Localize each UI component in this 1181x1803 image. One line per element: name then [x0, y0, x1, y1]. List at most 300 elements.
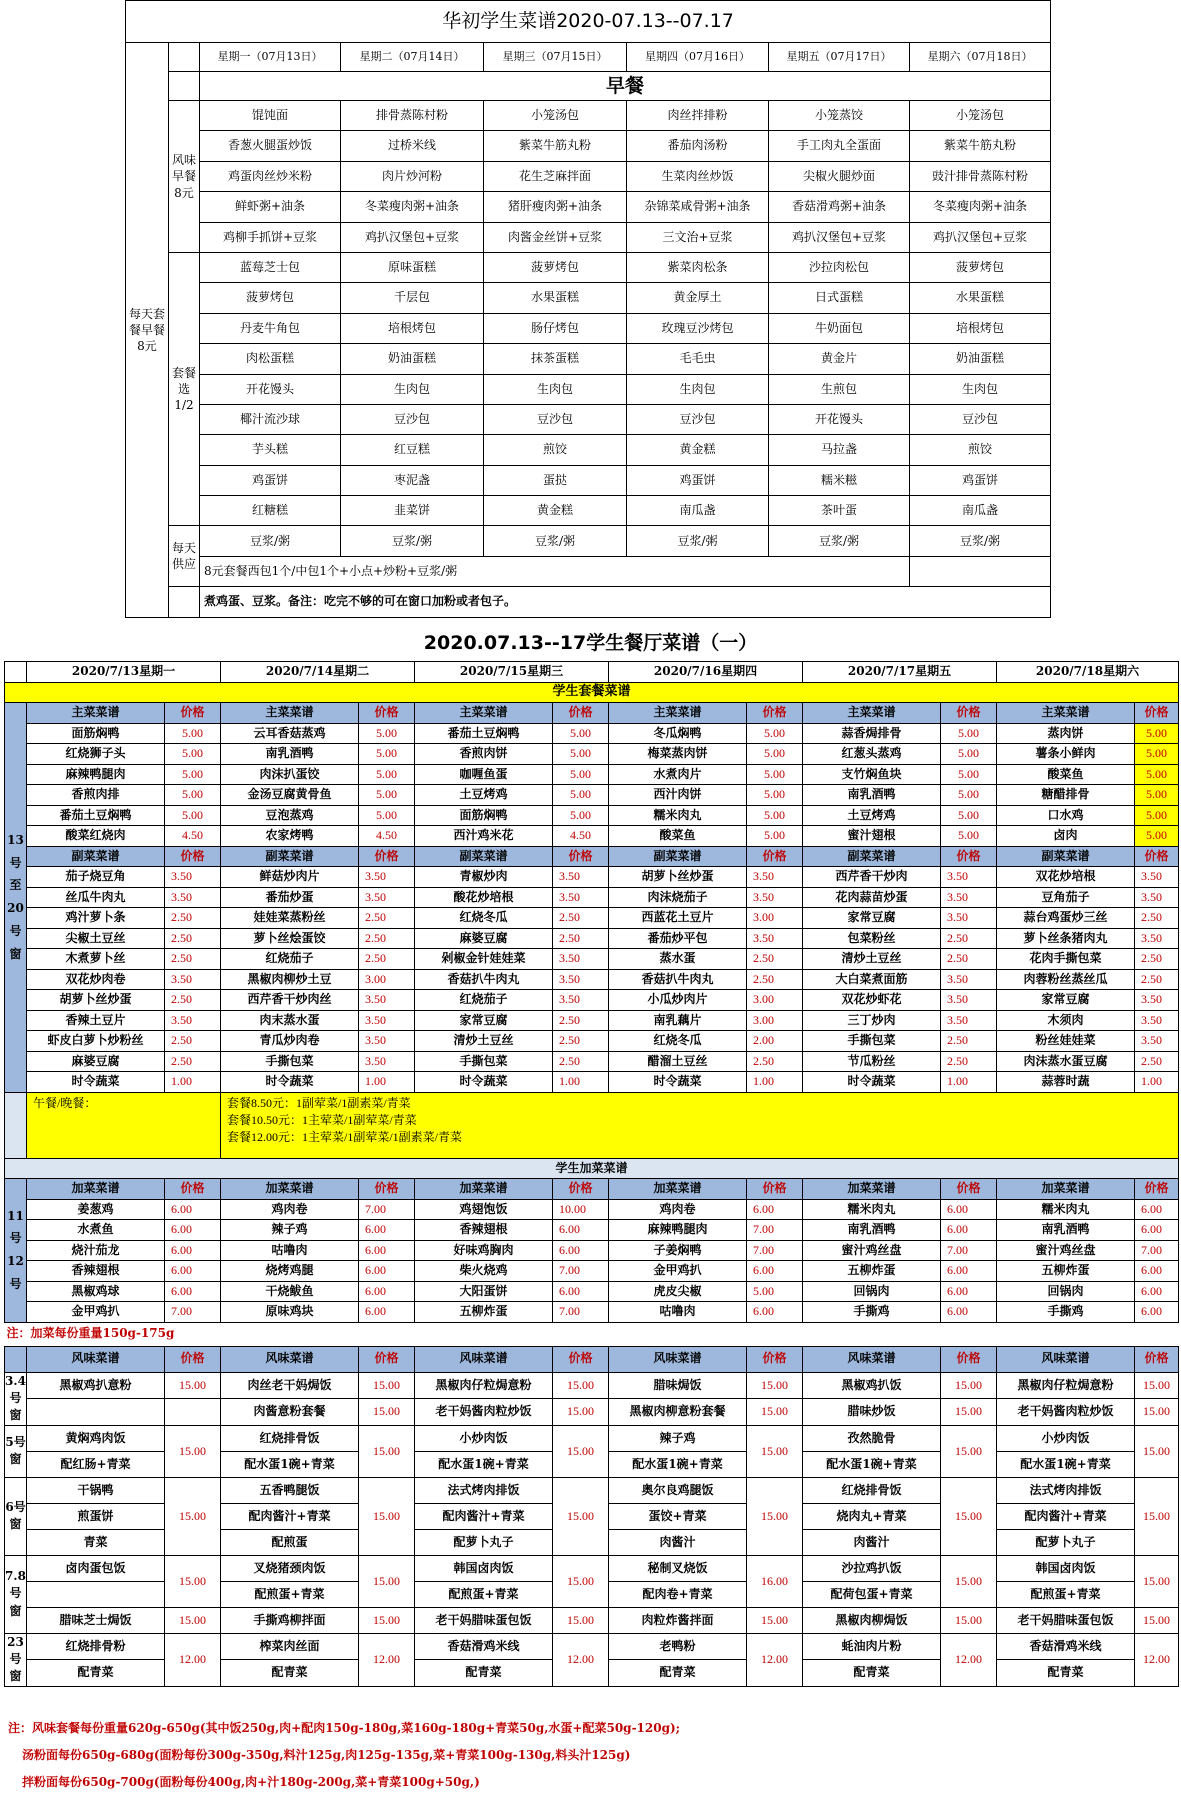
dish-name: 手撕包菜	[221, 1051, 359, 1072]
dish-price: 3.50	[359, 1051, 415, 1072]
menu-item: 水果蛋糕	[484, 283, 627, 313]
dish-column-header: 风味菜谱	[803, 1346, 941, 1372]
dish-name: 配肉卷+青菜	[609, 1581, 747, 1607]
footer-note-row	[126, 587, 1051, 617]
dish-column-header: 主菜菜谱	[609, 703, 747, 724]
dish-price: 6.00	[359, 1220, 415, 1241]
dish-price: 6.00	[359, 1302, 415, 1323]
menu-item: 开花馒头	[200, 374, 341, 404]
dish-name: 青菜	[27, 1529, 165, 1555]
dish-column-header: 副菜菜谱	[415, 846, 553, 867]
window-label: 3.4号窗	[5, 1372, 27, 1425]
dish-column-header: 风味菜谱	[609, 1346, 747, 1372]
dish-price: 6.00	[747, 1199, 803, 1220]
dish-price: 5.00	[359, 805, 415, 826]
dish-price: 12.00	[941, 1633, 997, 1686]
date-header: 2020/7/16星期四	[609, 662, 803, 683]
dish-name: 腊味芝士焗饭	[27, 1607, 165, 1633]
note-line-3: 拌粉面每份650g-700g(面粉每份400g,肉+汁180g-200g,菜+青菜100g+50g,)	[22, 1775, 480, 1789]
dish-price: 7.00	[747, 1220, 803, 1241]
blank-cell	[5, 1346, 27, 1372]
dish-price: 7.00	[359, 1199, 415, 1220]
dish-price: 2.50	[747, 949, 803, 970]
dish-name: 配水蛋1碗+青菜	[997, 1451, 1135, 1477]
dish-column-header: 加菜菜谱	[609, 1179, 747, 1200]
dish-name: 肉沫蒸水蛋豆腐	[997, 1051, 1135, 1072]
dish-price: 5.00	[747, 744, 803, 765]
dish-name: 配肉酱汁+青菜	[415, 1503, 553, 1529]
menu-item: 肉松蛋糕	[200, 344, 341, 374]
dish-name: 麻辣鸭腿肉	[609, 1220, 747, 1241]
note-line-1: 注：风味套餐每份重量620g-650g(其中饭250g,肉+配肉150g-180g,菜160g-180g+青菜50g,水蛋+配菜50g-120g);	[8, 1721, 681, 1735]
menu-item: 豆浆/粥	[769, 526, 910, 556]
dish-column-header: 主菜菜谱	[803, 703, 941, 724]
dish-name: 配青菜	[27, 1660, 165, 1687]
dish-price: 6.00	[941, 1281, 997, 1302]
price-column-header: 价格	[553, 1179, 609, 1200]
dish-name: 糯米肉丸	[609, 805, 747, 826]
dish-name: 卤肉	[997, 826, 1135, 847]
dish-price: 5.00	[747, 826, 803, 847]
menu-item: 水果蛋糕	[910, 283, 1051, 313]
dish-name: 好味鸡胸肉	[415, 1240, 553, 1261]
window-label: 13号至20号窗	[5, 703, 27, 1093]
dish-name: 咕噜肉	[609, 1302, 747, 1323]
dish-price: 2.50	[747, 1051, 803, 1072]
day-header: 星期二（07月14日）	[341, 43, 484, 72]
menu-item: 猪肝瘦肉粥+油条	[484, 192, 627, 222]
dish-name: 黑椒肉柳焗饭	[803, 1607, 941, 1633]
window-label: 23号窗	[5, 1633, 27, 1686]
menu-item: 肉片炒河粉	[341, 161, 484, 191]
menu-item: 番茄肉汤粉	[627, 131, 769, 161]
menu-item: 茶叶蛋	[769, 496, 910, 526]
dish-price: 3.50	[941, 908, 997, 929]
menu-item: 糯米糍	[769, 465, 910, 495]
dish-name: 咕噜肉	[221, 1240, 359, 1261]
dish-price: 5.00	[1135, 826, 1179, 847]
dish-name: 配水蛋1碗+青菜	[609, 1451, 747, 1477]
dish-name: 面筋焖鸭	[27, 723, 165, 744]
note-line-2: 汤粉面每份650g-680g(面粉每份300g-350g,料汁125g,肉125g-135g,菜+青菜100g-130g,料头汁125g)	[22, 1748, 631, 1762]
dish-name: 剁椒金针娃娃菜	[415, 949, 553, 970]
dish-name: 丝瓜牛肉丸	[27, 887, 165, 908]
dish-price: 5.00	[747, 785, 803, 806]
dish-price: 3.50	[359, 1010, 415, 1031]
menu-item: 煎饺	[910, 435, 1051, 465]
dish-price: 5.00	[1135, 785, 1179, 806]
dish-name	[27, 1581, 165, 1607]
dish-row	[5, 1010, 1179, 1031]
flavor-row	[126, 131, 1051, 161]
dish-price: 15.00	[359, 1425, 415, 1477]
flavor-row	[126, 101, 1051, 131]
set-row	[126, 344, 1051, 374]
dish-name: 酸菜红烧肉	[27, 826, 165, 847]
dish-price: 3.50	[1135, 1010, 1179, 1031]
dish-price: 2.50	[553, 1010, 609, 1031]
dish-name: 蜜汁翅根	[803, 826, 941, 847]
dish-name: 手撕鸡	[997, 1302, 1135, 1323]
dish-name: 老鸭粉	[609, 1633, 747, 1660]
dish-name: 蛋饺+青菜	[609, 1503, 747, 1529]
menu-item: 豆浆/粥	[200, 526, 341, 556]
dish-name: 西蓝花土豆片	[609, 908, 747, 929]
dish-name: 黑椒肉仔粒焗意粉	[415, 1372, 553, 1399]
price-column-header: 价格	[941, 703, 997, 724]
dish-name: 煎蛋饼	[27, 1503, 165, 1529]
dish-name: 家常豆腐	[803, 908, 941, 929]
blank-cell	[910, 556, 1051, 586]
dish-price: 6.00	[359, 1240, 415, 1261]
dish-price: 5.00	[1135, 744, 1179, 765]
day-header: 星期四（07月16日）	[627, 43, 769, 72]
dish-price: 15.00	[747, 1607, 803, 1633]
dish-name: 肉丝老干妈焗饭	[221, 1372, 359, 1399]
dish-price: 5.00	[553, 744, 609, 765]
dish-price: 5.00	[1135, 764, 1179, 785]
extra-note-row	[5, 1322, 1179, 1346]
dish-name: 烧烤鸡腿	[221, 1261, 359, 1282]
menu-item: 黄金厚土	[627, 283, 769, 313]
price-column-header: 价格	[941, 1346, 997, 1372]
price-column-header: 价格	[553, 703, 609, 724]
price-column-header: 价格	[747, 703, 803, 724]
dish-column-header: 加菜菜谱	[997, 1179, 1135, 1200]
dish-column-header: 风味菜谱	[415, 1346, 553, 1372]
flavor-row	[126, 222, 1051, 252]
dish-name: 双花炒肉卷	[27, 969, 165, 990]
dish-name: 南乳藕片	[609, 1010, 747, 1031]
menu-item: 豉汁排骨蒸陈村粉	[910, 161, 1051, 191]
dish-price: 5.00	[165, 744, 221, 765]
dish-column-header: 副菜菜谱	[609, 846, 747, 867]
dish-price: 5.00	[747, 805, 803, 826]
dish-price: 3.50	[1135, 1031, 1179, 1052]
column-header-row	[5, 703, 1179, 724]
dish-name: 老干妈酱肉粒炒饭	[997, 1399, 1135, 1426]
date-header: 2020/7/13星期一	[27, 662, 221, 683]
dish-name: 红烧冬瓜	[609, 1031, 747, 1052]
dish-name: 五柳炸蛋	[803, 1261, 941, 1282]
dish-price: 2.50	[1135, 969, 1179, 990]
dish-price: 15.00	[359, 1607, 415, 1633]
dish-column-header: 加菜菜谱	[803, 1179, 941, 1200]
dish-name: 回锅肉	[997, 1281, 1135, 1302]
dish-row	[5, 826, 1179, 847]
dish-name: 醋溜土豆丝	[609, 1051, 747, 1072]
dish-name: 红烧茄子	[221, 949, 359, 970]
dish-name: 香辣翅根	[415, 1220, 553, 1241]
dish-row	[5, 1051, 1179, 1072]
dish-name: 黑椒鸡扒意粉	[27, 1372, 165, 1399]
dish-price: 5.00	[941, 744, 997, 765]
blank-cell	[169, 43, 200, 72]
breakfast-title-row	[126, 1, 1051, 43]
dish-name: 沙拉鸡扒饭	[803, 1555, 941, 1581]
dish-name: 蚝油肉片粉	[803, 1633, 941, 1660]
menu-item: 红糖糕	[200, 496, 341, 526]
dish-price: 5.00	[359, 764, 415, 785]
dish-name: 糖醋排骨	[997, 785, 1135, 806]
dish-price: 6.00	[165, 1261, 221, 1282]
dish-price: 5.00	[553, 785, 609, 806]
dish-price: 6.00	[1135, 1302, 1179, 1323]
price-column-header: 价格	[359, 846, 415, 867]
dish-price: 15.00	[941, 1607, 997, 1633]
dish-price: 6.00	[553, 1220, 609, 1241]
menu-item: 韭菜饼	[341, 496, 484, 526]
dish-price: 3.50	[941, 867, 997, 888]
dish-price: 2.50	[165, 990, 221, 1011]
dish-name: 萝卜丝条猪肉丸	[997, 928, 1135, 949]
dish-name: 手撕包菜	[803, 1031, 941, 1052]
dish-price: 15.00	[359, 1555, 415, 1607]
dish-name: 南乳酒鸭	[997, 1220, 1135, 1241]
date-header: 2020/7/14星期二	[221, 662, 415, 683]
menu-item: 豆浆/粥	[910, 526, 1051, 556]
dish-price: 15.00	[1135, 1607, 1179, 1633]
dish-price: 6.00	[747, 1261, 803, 1282]
dish-name: 子姜焖鸭	[609, 1240, 747, 1261]
weight-notes	[8, 1715, 1178, 1796]
dish-price: 4.50	[359, 826, 415, 847]
dish-price: 10.00	[553, 1199, 609, 1220]
dish-price: 5.00	[553, 723, 609, 744]
extra-header-row	[5, 1179, 1179, 1200]
daily-supply-label: 每天供应	[169, 526, 200, 587]
day-header: 星期五（07月17日）	[769, 43, 910, 72]
dish-column-header: 风味菜谱	[997, 1346, 1135, 1372]
dish-price: 3.50	[1135, 928, 1179, 949]
dish-price: 5.00	[941, 785, 997, 806]
dish-name: 手撕包菜	[415, 1051, 553, 1072]
dish-row	[5, 867, 1179, 888]
dish-row	[5, 723, 1179, 744]
menu-item: 黄金糕	[627, 435, 769, 465]
daily-drinks-row	[126, 526, 1051, 556]
dish-name: 西汁鸡米花	[415, 826, 553, 847]
menu-item: 冬菜瘦肉粥+油条	[341, 192, 484, 222]
menu-item: 鸡柳手抓饼+豆浆	[200, 222, 341, 252]
set-row	[126, 252, 1051, 282]
dish-name: 青瓜炒肉卷	[221, 1031, 359, 1052]
dish-name: 香菇扒牛肉丸	[609, 969, 747, 990]
dish-name: 酸花炒培根	[415, 887, 553, 908]
dish-name: 香辣土豆片	[27, 1010, 165, 1031]
dish-name: 粉丝娃娃菜	[997, 1031, 1135, 1052]
dish-name: 肉沫烧茄子	[609, 887, 747, 908]
dish-name: 肉酱汁	[803, 1529, 941, 1555]
dish-price: 6.00	[1135, 1281, 1179, 1302]
dish-price: 5.00	[941, 826, 997, 847]
dish-price: 5.00	[747, 764, 803, 785]
dish-name: 清炒土豆丝	[415, 1031, 553, 1052]
dish-price: 2.50	[165, 1051, 221, 1072]
dish-column-header: 风味菜谱	[221, 1346, 359, 1372]
dish-price: 12.00	[359, 1633, 415, 1686]
dish-name: 配肉酱汁+青菜	[221, 1503, 359, 1529]
dish-price: 7.00	[941, 1240, 997, 1261]
menu-item: 三文治+豆浆	[627, 222, 769, 252]
menu-item: 原味蛋糕	[341, 252, 484, 282]
day-header: 星期六（07月18日）	[910, 43, 1051, 72]
dish-name: 蒜台鸡蛋炒三丝	[997, 908, 1135, 929]
dish-name: 蒜香焗排骨	[803, 723, 941, 744]
dish-name: 南乳酒鸭	[803, 1220, 941, 1241]
window-label: 7.8号窗	[5, 1555, 27, 1633]
menu-item: 牛奶面包	[769, 313, 910, 343]
dish-name: 蜜汁鸡丝盘	[997, 1240, 1135, 1261]
menu-item: 肉酱金丝饼+豆浆	[484, 222, 627, 252]
set-row	[126, 313, 1051, 343]
price-column-header: 价格	[359, 703, 415, 724]
price-column-header: 价格	[359, 1179, 415, 1200]
daily-desc-row	[126, 556, 1051, 586]
dish-name: 虎皮尖椒	[609, 1281, 747, 1302]
menu-item: 香葱火腿蛋炒饭	[200, 131, 341, 161]
dish-price: 15.00	[553, 1477, 609, 1555]
menu-item: 培根烤包	[910, 313, 1051, 343]
dish-price: 3.50	[941, 1010, 997, 1031]
dish-price: 3.50	[747, 928, 803, 949]
dish-price: 6.00	[1135, 1261, 1179, 1282]
dish-name: 辣子鸡	[221, 1220, 359, 1241]
dish-name: 小瓜炒肉片	[609, 990, 747, 1011]
dish-name: 番茄土豆焖鸭	[415, 723, 553, 744]
dish-name: 香菇滑鸡米线	[997, 1633, 1135, 1660]
menu-item: 鸡蛋肉丝炒米粉	[200, 161, 341, 191]
dish-name: 番茄炒蛋	[221, 887, 359, 908]
extra-weight-note: 注：加菜每份重量150g-175g	[6, 1326, 175, 1341]
menu-item: 鸡蛋饼	[200, 465, 341, 495]
dish-price: 15.00	[553, 1607, 609, 1633]
dish-name: 秘制叉烧饭	[609, 1555, 747, 1581]
menu-item: 紫菜牛筋丸粉	[484, 131, 627, 161]
dish-name: 金汤豆腐黄骨鱼	[221, 785, 359, 806]
dish-name: 卤肉蛋包饭	[27, 1555, 165, 1581]
menu-item: 杂锦菜咸骨粥+油条	[627, 192, 769, 222]
dish-name: 肉末蒸水蛋	[221, 1010, 359, 1031]
dish-name: 清炒土豆丝	[803, 949, 941, 970]
menu-item: 紫菜肉松条	[627, 252, 769, 282]
dish-row	[5, 1031, 1179, 1052]
dish-name: 鲜菇炒肉片	[221, 867, 359, 888]
banner-row	[5, 682, 1179, 703]
dish-row	[5, 744, 1179, 765]
dish-name: 干锅鸭	[27, 1477, 165, 1503]
meal-label	[27, 1092, 221, 1158]
dish-name: 面筋焖鸭	[415, 805, 553, 826]
dish-name: 时令蔬菜	[803, 1072, 941, 1093]
daily-set-label: 每天套餐早餐8元	[126, 43, 169, 618]
dish-name	[27, 1399, 165, 1426]
price-column-header: 价格	[165, 846, 221, 867]
dish-name: 香煎肉排	[27, 785, 165, 806]
price-column-header: 价格	[747, 846, 803, 867]
menu-item: 豆浆/粥	[484, 526, 627, 556]
dish-price: 2.50	[1135, 908, 1179, 929]
dish-name: 大白菜煮面筋	[803, 969, 941, 990]
dish-price: 3.50	[553, 867, 609, 888]
dish-price: 2.50	[941, 949, 997, 970]
dish-price: 2.50	[553, 1031, 609, 1052]
dish-name: 法式烤肉排饭	[997, 1477, 1135, 1503]
menu-item: 奶油蛋糕	[910, 344, 1051, 374]
dish-name: 黑椒肉柳炒土豆	[221, 969, 359, 990]
dish-name: 老干妈酱肉粒炒饭	[415, 1399, 553, 1426]
dish-name: 花肉手撕包菜	[997, 949, 1135, 970]
dish-name: 香菇滑鸡米线	[415, 1633, 553, 1660]
breakfast-footer-note: 煮鸡蛋、豆浆。备注：吃完不够的可在窗口加粉或者包子。	[200, 587, 1051, 617]
menu-item: 奶油蛋糕	[341, 344, 484, 374]
dish-price: 15.00	[359, 1477, 415, 1555]
menu-item: 花生芝麻拌面	[484, 161, 627, 191]
menu-item: 豆沙包	[341, 404, 484, 434]
breakfast-section-title: 早餐	[200, 72, 1051, 101]
dish-name: 虾皮白萝卜炒粉丝	[27, 1031, 165, 1052]
dish-name: 五香鸭腿饭	[221, 1477, 359, 1503]
dish-price: 3.50	[359, 990, 415, 1011]
menu-item: 菠萝烤包	[484, 252, 627, 282]
price-column-header: 价格	[941, 846, 997, 867]
dish-price: 3.50	[553, 887, 609, 908]
dish-row	[5, 1199, 1179, 1220]
dish-name: 肉蓉粉丝蒸丝瓜	[997, 969, 1135, 990]
dish-price: 5.00	[1135, 805, 1179, 826]
dish-name: 配肉酱汁+青菜	[997, 1503, 1135, 1529]
dish-name: 蜜汁鸡丝盘	[803, 1240, 941, 1261]
menu-item: 豆浆/粥	[627, 526, 769, 556]
menu-item: 手工肉丸全蛋面	[769, 131, 910, 161]
dish-price: 1.00	[165, 1072, 221, 1093]
menu-item: 豆沙包	[627, 404, 769, 434]
menu-item: 抹茶蛋糕	[484, 344, 627, 374]
menu-item: 豆浆/粥	[341, 526, 484, 556]
menu-item: 黄金片	[769, 344, 910, 374]
menu-item: 煎饺	[484, 435, 627, 465]
dish-name: 酸菜鱼	[609, 826, 747, 847]
dish-price: 15.00	[553, 1372, 609, 1399]
menu-item: 冬菜瘦肉粥+油条	[910, 192, 1051, 222]
dish-name: 韩国卤肉饭	[997, 1555, 1135, 1581]
dish-name: 双花炒培根	[997, 867, 1135, 888]
menu-item: 豆沙包	[910, 404, 1051, 434]
dish-name: 肉粒炸酱拌面	[609, 1607, 747, 1633]
dish-row	[5, 928, 1179, 949]
menu-item: 豆沙包	[484, 404, 627, 434]
dish-name: 时令蔬菜	[27, 1072, 165, 1093]
dish-name: 配萝卜丸子	[997, 1529, 1135, 1555]
dish-name: 云耳香菇蒸鸡	[221, 723, 359, 744]
dish-price: 6.00	[553, 1281, 609, 1302]
dish-name: 孜然脆骨	[803, 1425, 941, 1451]
dish-column-header: 副菜菜谱	[997, 846, 1135, 867]
dish-name: 金甲鸡扒	[609, 1261, 747, 1282]
dish-name: 配青菜	[415, 1660, 553, 1687]
dish-price: 3.50	[553, 969, 609, 990]
dish-name: 番茄炒平包	[609, 928, 747, 949]
menu-item: 开花馒头	[769, 404, 910, 434]
menu-item: 鸡蛋饼	[627, 465, 769, 495]
dish-name: 金甲鸡扒	[27, 1302, 165, 1323]
menu-item: 馄饨面	[200, 101, 341, 131]
price-column-header: 价格	[1135, 703, 1179, 724]
dish-name: 红烧冬瓜	[415, 908, 553, 929]
dish-name: 干烧鲅鱼	[221, 1281, 359, 1302]
dish-price: 6.00	[165, 1240, 221, 1261]
set-row	[126, 435, 1051, 465]
